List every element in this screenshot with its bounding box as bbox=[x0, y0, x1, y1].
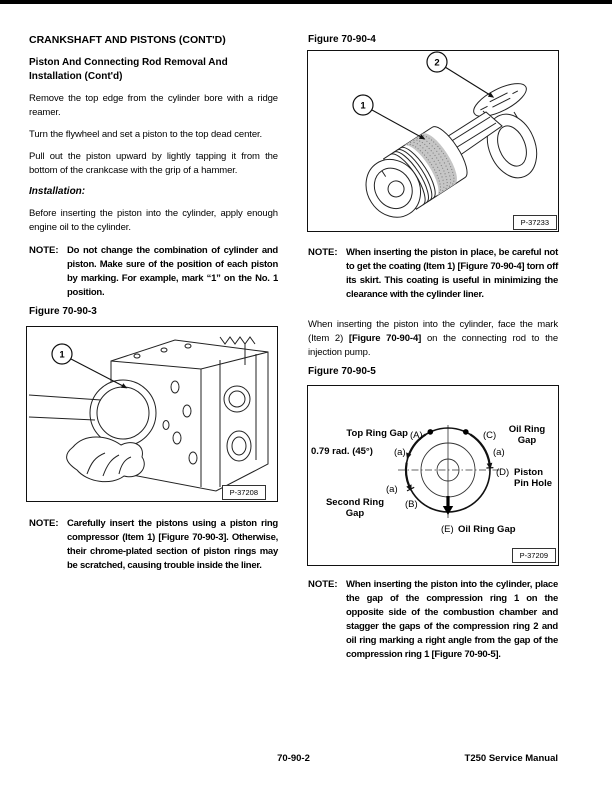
label-piston-pin-hole: Piston Pin Hole bbox=[514, 467, 553, 489]
letter-a-2: (a) bbox=[386, 484, 398, 495]
letter-a-1: (a) bbox=[394, 447, 406, 458]
label-second-ring-gap: Second Ring Gap bbox=[325, 497, 385, 519]
callout-number: 2 bbox=[434, 57, 440, 69]
footer-manual-title: T250 Service Manual bbox=[464, 753, 558, 764]
paragraph bbox=[308, 318, 558, 360]
note-text: Do not change the combination of cylinder and piston. Make sure of the position of each piston by marking. For example, mark “1” on the No. 1 position. bbox=[67, 245, 278, 298]
paragraph: Remove the top edge from the cylinder bore with a ridge reamer. bbox=[29, 93, 278, 118]
callout-2 bbox=[427, 52, 494, 98]
paragraph-text: on the connecting rod to the injection pump. bbox=[308, 333, 559, 358]
footer-page-number: 70-90-2 bbox=[277, 753, 310, 764]
label-oil-ring-gap-bottom: Oil Ring Gap bbox=[458, 524, 516, 535]
figure-reference: [Figure 70-90-4] bbox=[348, 333, 422, 344]
spring-detail bbox=[220, 337, 255, 344]
note-block bbox=[29, 244, 278, 300]
note-label: NOTE: bbox=[308, 247, 338, 258]
gap-dot-C bbox=[463, 429, 469, 435]
callout-1 bbox=[353, 95, 425, 139]
note-label: NOTE: bbox=[29, 518, 59, 529]
note-block bbox=[29, 517, 278, 573]
ring-compressor-sleeve bbox=[90, 380, 156, 446]
callout-number: 1 bbox=[59, 349, 65, 361]
engine-block-drawing bbox=[27, 327, 274, 498]
paragraph: Turn the flywheel and set a piston to the top dead center. bbox=[29, 129, 263, 140]
callout-number: 1 bbox=[360, 100, 366, 112]
figure-70-90-3 bbox=[26, 326, 278, 502]
note-label: NOTE: bbox=[308, 579, 338, 590]
figure-caption: Figure 70-90-3 bbox=[29, 306, 97, 317]
figure-70-90-5 bbox=[307, 385, 559, 566]
piston-rod-drawing bbox=[308, 51, 555, 228]
section-heading: CRANKSHAFT AND PISTONS (CONT'D) bbox=[29, 34, 226, 46]
note-text: When inserting the piston in place, be careful not to get the coating (Item 1) [Figure 70-90-4] torn off its skirt. This coating is useful in minimizing the clearance with the cylinder liner. bbox=[346, 247, 558, 300]
subsection-heading: Piston And Connecting Rod Removal And Installation (Cont'd) bbox=[29, 57, 228, 82]
paragraph-text: When inserting the piston into the cylinder, face the mark (Item 2) bbox=[308, 319, 558, 344]
letter-A: (A) bbox=[410, 430, 423, 441]
photo-id-label: P-37233 bbox=[513, 215, 557, 230]
paragraph: Before inserting the piston into the cylinder, apply enough engine oil to the cylinder. bbox=[29, 208, 278, 233]
figure-caption: Figure 70-90-5 bbox=[308, 366, 376, 377]
label-oil-ring-gap-top: Oil Ring Gap bbox=[508, 424, 546, 446]
figure-caption: Figure 70-90-4 bbox=[308, 34, 376, 45]
paragraph: Pull out the piston upward by lightly tapping it from the bottom of the crankcase with the grip of a hammer. bbox=[29, 151, 278, 176]
note-label: NOTE: bbox=[29, 245, 59, 256]
scan-artifact-bar bbox=[0, 0, 612, 4]
figure-70-90-4 bbox=[307, 50, 559, 232]
note-text: Carefully insert the pistons using a piston ring compressor (Item 1) [Figure 70-90-3]. Otherwise, their chrome-plated section of piston rings may be scratched, causing trouble inside the liner. bbox=[67, 518, 278, 571]
label-top-ring-gap: Top Ring Gap bbox=[346, 428, 408, 439]
letter-D: (D) bbox=[496, 467, 510, 478]
label-rad-angle: 0.79 rad. (45°) bbox=[311, 446, 373, 457]
letter-B: (B) bbox=[405, 499, 418, 510]
letter-C: (C) bbox=[483, 430, 497, 441]
installation-heading: Installation: bbox=[29, 186, 86, 197]
photo-id-label: P-37208 bbox=[222, 485, 266, 500]
note-block bbox=[308, 578, 558, 662]
photo-id-label: P-37209 bbox=[512, 548, 556, 563]
note-text: When inserting the piston into the cylinder, place the gap of the compression ring 1 on the opposite side of the combustion chamber and stagger the gaps of the compression ring 2 and oil ring marking a right angle from the gap of the compression ring 1 [Figure 70-90-5]. bbox=[346, 579, 558, 660]
gap-dot-A bbox=[428, 429, 434, 435]
hand-drawing bbox=[67, 437, 145, 482]
letter-a-3: (a) bbox=[493, 447, 505, 458]
letter-E: (E) bbox=[441, 524, 454, 535]
note-block bbox=[308, 246, 558, 302]
